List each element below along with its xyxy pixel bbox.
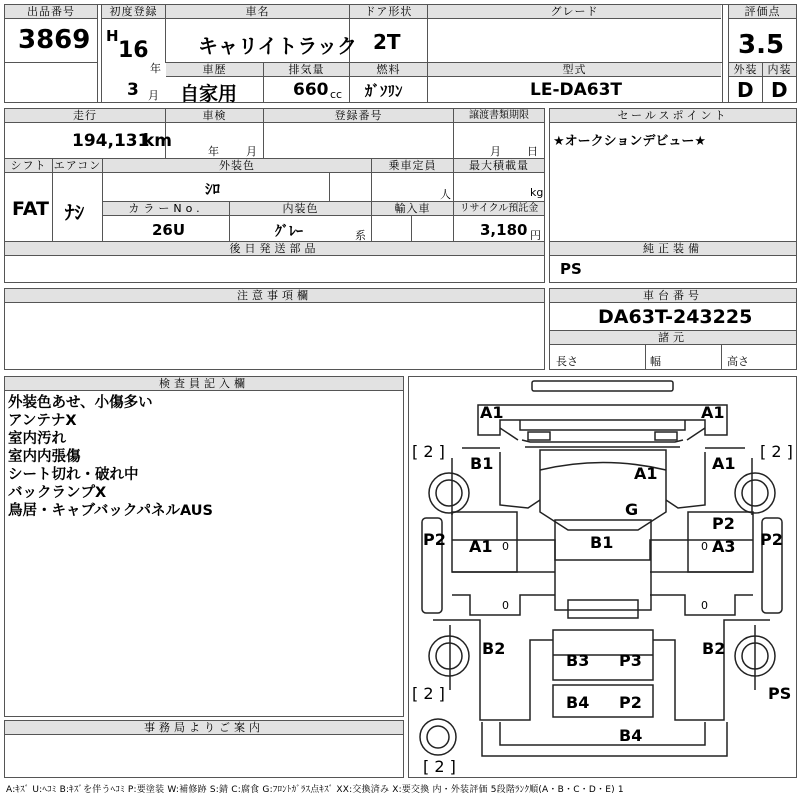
car-diagram	[408, 376, 797, 778]
shift-value: FAT	[12, 198, 49, 220]
height-label: 高さ	[727, 355, 749, 368]
genuine-equipment-value: PS	[560, 260, 582, 278]
ext-color-label: 外装色	[103, 159, 371, 173]
history-value: 自家用	[180, 83, 238, 105]
damage-code: A1	[634, 464, 658, 483]
load-unit: kg	[530, 186, 544, 199]
bracket-mark: [ 2 ]	[412, 684, 445, 703]
bracket-mark: [ 2 ]	[423, 757, 456, 776]
year-unit: 年	[150, 62, 161, 75]
era-value: H	[106, 27, 119, 45]
import-label: 輸入車	[372, 202, 453, 216]
damage-code: A1	[712, 454, 736, 473]
displacement-value: 660	[293, 80, 329, 100]
genuine-equipment-label: 純正装備	[550, 242, 796, 256]
first-reg-label: 初度登録	[102, 5, 165, 19]
damage-code: B1	[590, 533, 614, 552]
car-name-value: キャリイトラック	[198, 34, 357, 58]
inspector-lines	[8, 394, 213, 520]
legend: A:ｷｽﾞ U:ﾍｺﾐ B:ｷｽﾞを伴うﾍｺﾐ P:要塗装 W:補修跡 S:錆 C:腐食 G:ﾌﾛﾝﾄｶﾞﾗｽ点ｷｽﾞ XX:交換済み X:要交換 内・外装評価 5段階ﾗﾝｸ順(A・B・C・D・E) 1	[6, 785, 624, 795]
chassis-label: 車台番号	[550, 289, 796, 303]
damage-code: P2	[712, 514, 735, 533]
shaken-label: 車検	[166, 109, 263, 123]
recycle-unit: 円	[530, 229, 541, 242]
inspector-line: アンテナX	[8, 413, 77, 429]
transfer-month-unit: 月	[490, 145, 501, 158]
fuel-label: 燃料	[350, 63, 427, 77]
exterior-label: 外装	[729, 63, 762, 77]
load-label: 最大積載量	[454, 159, 544, 173]
damage-code: B2	[702, 639, 726, 658]
damage-code: B1	[470, 454, 494, 473]
specs-label: 諸元	[550, 331, 796, 345]
length-label: 長さ	[556, 355, 578, 368]
doors-value: 2T	[373, 30, 401, 54]
damage-code: A3	[712, 537, 736, 556]
exterior-value: D	[737, 78, 754, 102]
transfer-day-unit: 日	[527, 145, 538, 158]
history-label: 車歴	[166, 63, 263, 77]
int-color-unit: 系	[355, 229, 366, 242]
recycle-label: リサイクル預託金	[454, 202, 544, 216]
grade-label: グレード	[428, 5, 721, 19]
model-label: 型式	[428, 63, 721, 77]
damage-code: B4	[566, 693, 590, 712]
inspector-label: 検査員記入欄	[5, 377, 403, 391]
damage-code: A1	[469, 537, 493, 556]
inspector-line: 鳥居・キャブバックパネルAUS	[8, 503, 213, 519]
color-no-label: カラーNo.	[103, 202, 229, 216]
shift-label: シフト	[5, 159, 52, 173]
month-value: 3	[127, 80, 139, 100]
transfer-label: 譲渡書類期限	[454, 109, 544, 123]
mileage-unit: km	[143, 131, 173, 151]
sales-point-value: ★オークションデビュー★	[553, 134, 707, 149]
capacity-label: 乗車定員	[372, 159, 453, 173]
damage-code: A1	[701, 403, 725, 422]
bracket-mark: PS	[768, 684, 792, 703]
bracket-mark: [ 2 ]	[760, 442, 793, 461]
sales-point-label: セールスポイント	[550, 109, 796, 123]
fuel-value: ｶﾞｿﾘﾝ	[365, 82, 403, 100]
bracket-mark: [ 2 ]	[412, 442, 445, 461]
office-label: 事務局よりご案内	[5, 721, 403, 735]
doors-label: ドア形状	[350, 5, 427, 19]
zero-mark: 0	[502, 540, 509, 553]
interior-label: 内装	[763, 63, 796, 77]
score-label: 評価点	[729, 5, 796, 19]
inspector-line: シート切れ・破れ中	[8, 467, 139, 483]
zero-mark: 0	[502, 599, 509, 612]
width-label: 幅	[650, 355, 661, 368]
damage-code: P2	[760, 530, 783, 549]
damage-code: A1	[480, 403, 504, 422]
notes-label: 注意事項欄	[5, 289, 544, 303]
ext-color-value: ｼﾛ	[205, 180, 221, 198]
inspector-line: 室内内張傷	[8, 449, 81, 465]
ac-label: エアコン	[53, 159, 102, 172]
score-value: 3.5	[738, 30, 785, 60]
year-value: 16	[118, 38, 149, 63]
lot-value: 3869	[18, 25, 91, 55]
displacement-unit: cc	[330, 88, 343, 101]
car-name-label: 車名	[166, 5, 349, 19]
damage-code: B3	[566, 651, 590, 670]
capacity-unit: 人	[440, 188, 451, 201]
lot-label: 出品番号	[5, 5, 97, 19]
damage-code: P2	[619, 693, 642, 712]
damage-code: P3	[619, 651, 642, 670]
recycle-value: 3,180	[480, 221, 528, 239]
inspector-line: バックランプX	[8, 485, 107, 501]
month-unit: 月	[148, 89, 159, 102]
int-color-label: 内装色	[230, 202, 371, 216]
damage-code: B4	[619, 726, 643, 745]
damage-code: B2	[482, 639, 506, 658]
int-color-value: ｸﾞﾚｰ	[275, 224, 303, 240]
ac-value: ﾅｼ	[65, 202, 85, 224]
model-value: LE-DA63T	[530, 80, 623, 100]
interior-value: D	[771, 78, 788, 102]
mileage-value: 194,131	[72, 131, 150, 151]
zero-mark: 0	[701, 540, 708, 553]
inspector-line: 外装色あせ、小傷多い	[8, 395, 153, 411]
zero-mark: 0	[701, 599, 708, 612]
chassis-value: DA63T-243225	[598, 306, 753, 328]
mileage-label: 走行	[5, 109, 165, 123]
color-no-value: 26U	[152, 221, 186, 239]
shaken-month-unit: 月	[246, 145, 257, 158]
shaken-year-unit: 年	[208, 145, 219, 158]
damage-code: G	[625, 500, 639, 519]
inspector-line: 室内汚れ	[8, 431, 66, 447]
truck-outline	[408, 376, 797, 778]
damage-code: P2	[423, 530, 446, 549]
displacement-label: 排気量	[264, 63, 349, 77]
later-parts-label: 後日発送部品	[5, 242, 544, 256]
regno-label: 登録番号	[264, 109, 453, 123]
